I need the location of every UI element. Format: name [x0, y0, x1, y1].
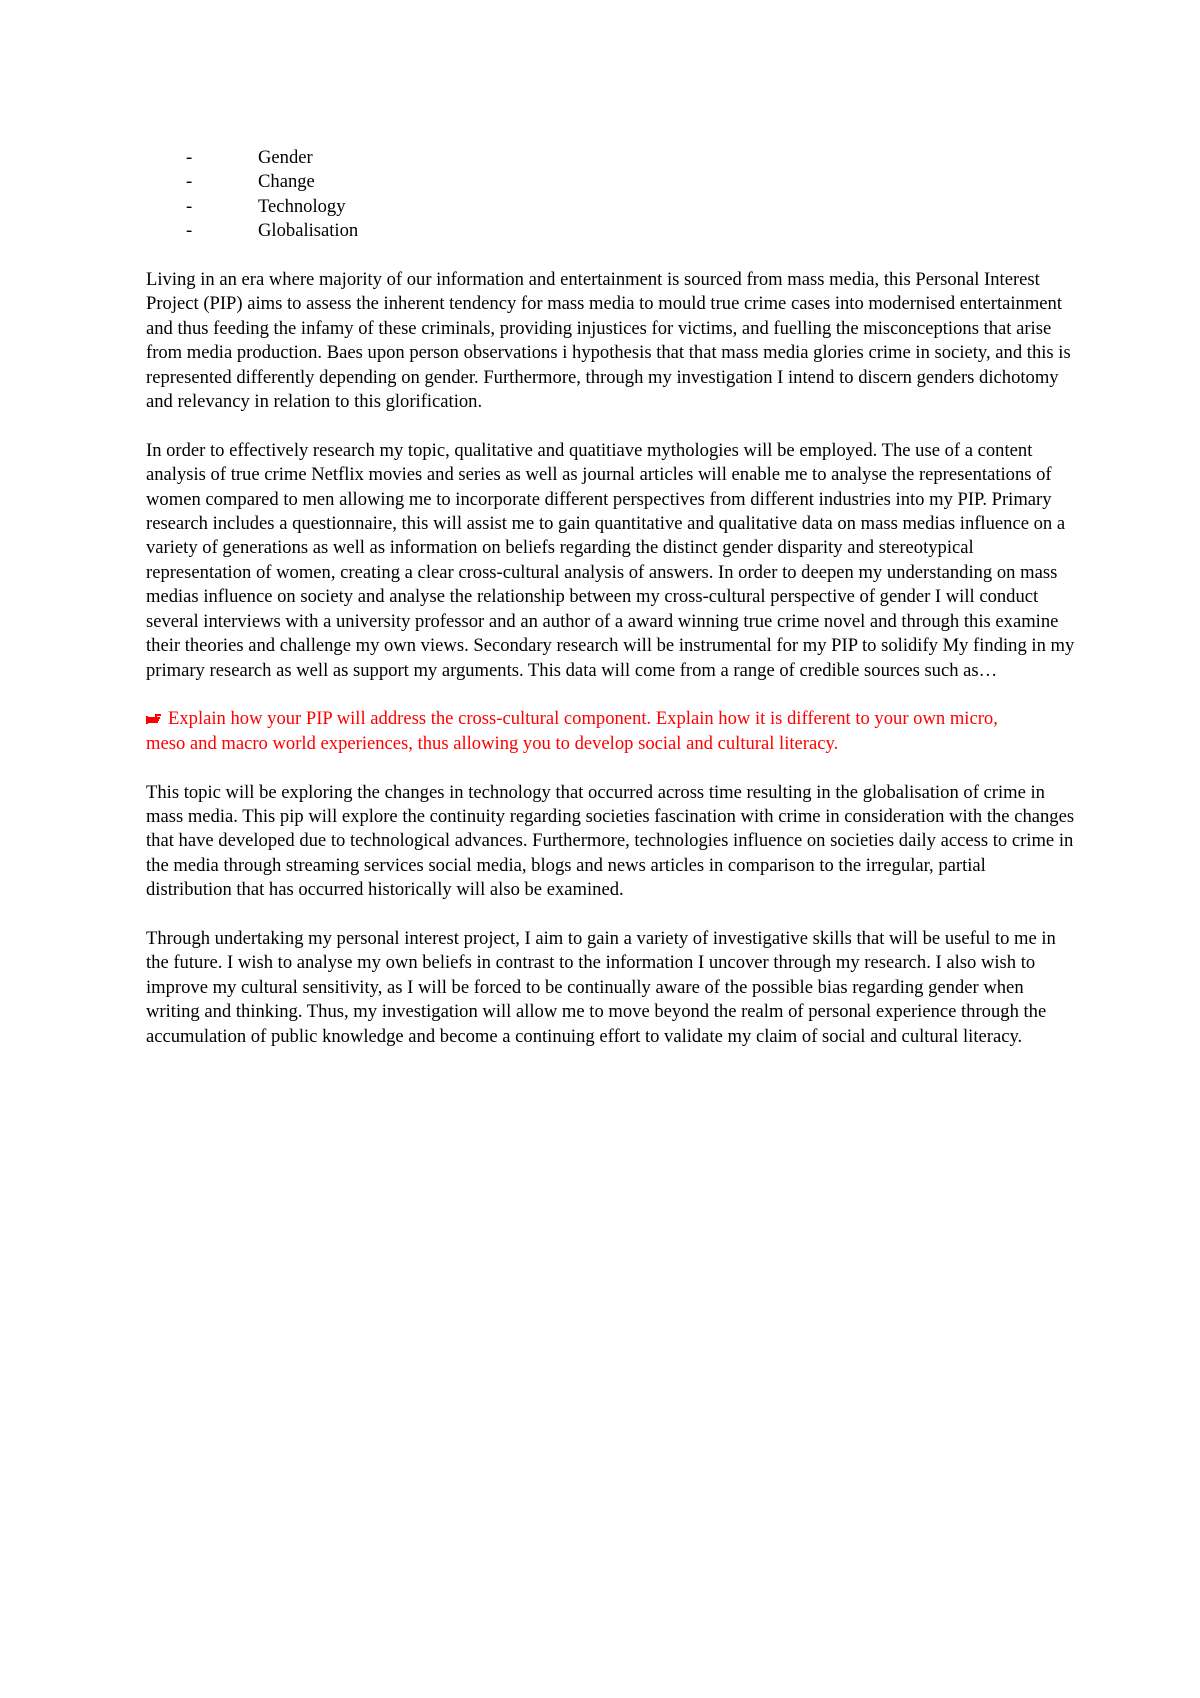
bullet-marker: -: [186, 171, 193, 193]
list-item: [186, 170, 1076, 194]
list-item-text: Gender: [258, 147, 313, 168]
paragraph-skills: Through undertaking my personal interest project, I aim to gain a variety of investigative skills that will be useful to me in the future. I wish to analyse my own beliefs in contrast to the information I uncover through my research. I also wish to improve my cultural sensitivity, as I will be forced to be continually aware of the possible bias regarding gender when writing and thinking. Thus, my investigation will allow me to move beyond the realm of personal experience through the accumulation of public knowledge and become a continuing effort to validate my claim of social and cultural literacy.: [146, 927, 1056, 1047]
bullet-marker: -: [186, 220, 193, 242]
list-item-text: Change: [258, 171, 315, 193]
paragraph-methodology: In order to effectively research my topic, qualitative and quatitiave mythologies will be employed. The use of a content analysis of true crime Netflix movies and series as well as journal articles will enable me to analyse the representations of women compared to men allowing me to incorporate different perspectives from different industries into my PIP. Primary research includes a questionnaire, this will assist me to gain quantitative and qualitative data on mass medias influence on a variety of generations as well as information on beliefs regarding the distinct gender disparity and stereotypical representation of women, creating a clear cross-cultural analysis of answers. In order to deepen my understanding on mass medias influence on society and analyse the relationship between my cross-cultural perspective of gender I will conduct several interviews with a university professor and an author of a award winning true crime novel and through this examine their theories and challenge my own views. Secondary research will be instrumental for my PIP to solidify My finding in my primary research as well as support my arguments. This data will come from a range of credible sources such as…: [146, 439, 1075, 681]
list-item-text: Technology: [258, 195, 346, 217]
prompt-text: Explain how your PIP will address the cross-cultural component. Explain how it is different to your own micro, meso and macro world experiences, thus allowing you to develop social and cultural literacy.: [146, 708, 998, 754]
paragraph-introduction: Living in an era where majority of our information and entertainment is sourced from mass media, this Personal Interest Project (PIP) aims to assess the inherent tendency for mass media to mould true crime cases into modernised entertainment and thus feeding the infamy of these criminals, providing injustices for victims, and fuelling the misconceptions that arise from media production. Baes upon person observations i hypothesis that that mass media glories crime in society, and this is represented differently depending on gender. Furthermore, through my investigation I intend to discern genders dichotomy and relevancy in relation to this glorification.: [146, 269, 1071, 413]
paragraph-technology: This topic will be exploring the changes in technology that occurred across time resulting in the globalisation of crime in mass media. This pip will explore the continuity regarding societies fascination with crime in consideration with the changes that have developed due to technological advances. Furthermore, technologies influence on societies daily access to crime in the media through streaming services social media, blogs and news articles in comparison to the irregular, partial distribution that has occurred historically will also be examined.: [146, 781, 1075, 901]
list-item: [186, 219, 1076, 243]
instruction-prompt: [146, 707, 1076, 756]
topic-list: [146, 146, 1076, 244]
pointing-hand-icon: [146, 712, 162, 725]
list-item: [186, 146, 1076, 170]
bullet-marker: -: [186, 195, 193, 217]
bullet-marker: -: [186, 147, 193, 168]
document-body: [146, 146, 1076, 1049]
list-item-text: Globalisation: [258, 220, 359, 242]
list-item: [186, 195, 1076, 219]
